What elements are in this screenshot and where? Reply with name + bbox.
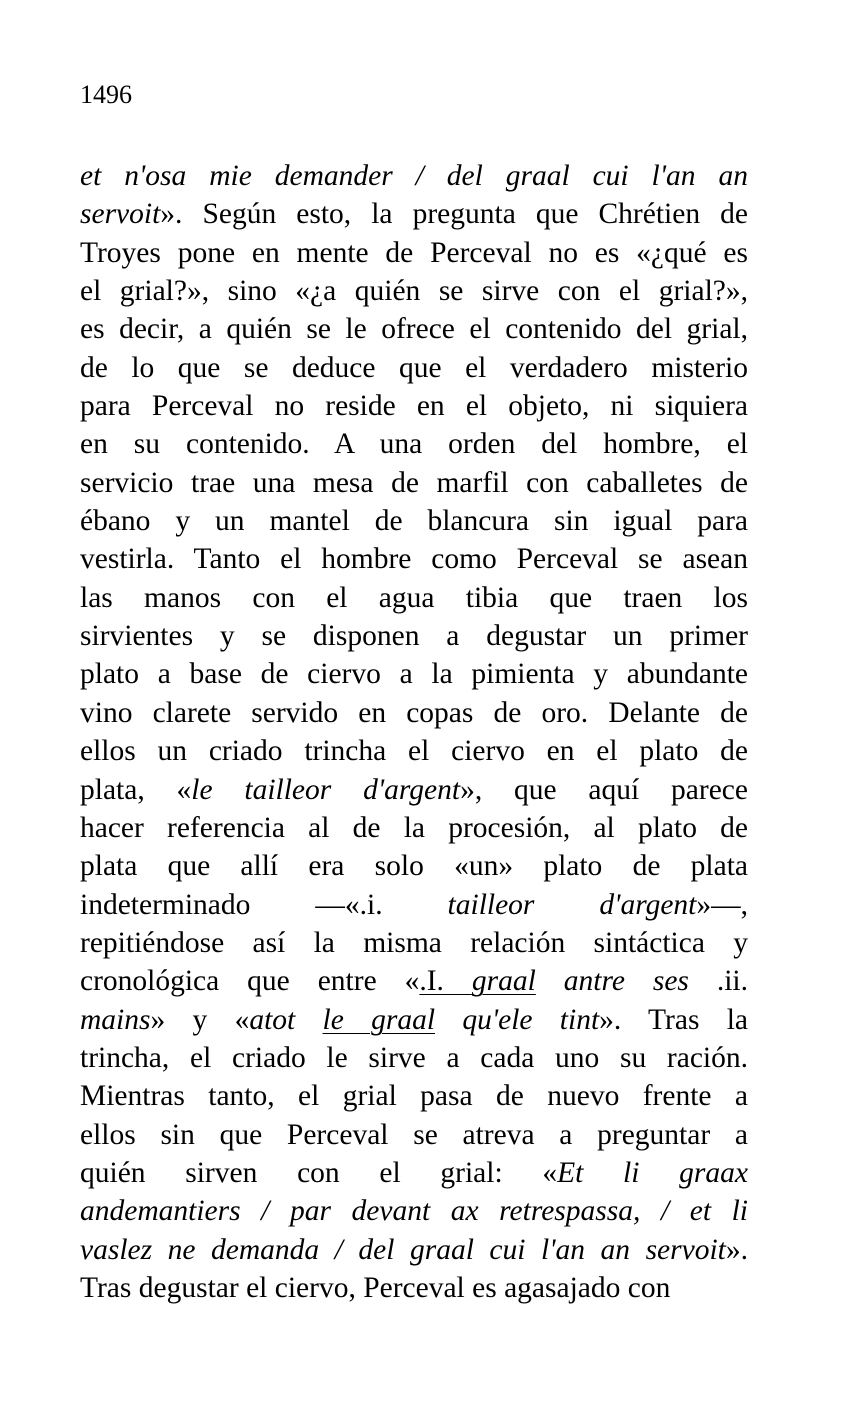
text-line <box>80 962 748 1000</box>
text-line <box>80 425 748 463</box>
text-line <box>80 540 748 578</box>
text-segment: es decir, a quién se le ofrece el contenido del grial, <box>80 313 748 346</box>
text-line <box>80 771 748 809</box>
text-segment: hacer referencia al de la procesión, al plato de <box>80 811 748 844</box>
text-segment: plata que allí era solo «un» plato de plata <box>80 850 748 883</box>
body-text <box>80 157 748 1307</box>
text-segment: antre ses <box>535 965 717 998</box>
text-segment: repitiéndose así la misma relación sintáctica y <box>80 926 748 959</box>
text-segment: trincha, el criado le sirve a cada uno su ración. <box>80 1041 748 1074</box>
text-line <box>80 1231 748 1269</box>
text-line <box>80 809 748 847</box>
text-segment: graal <box>471 965 536 998</box>
text-line <box>80 1077 748 1115</box>
text-segment: sirvientes y se disponen a degustar un primer <box>80 620 748 653</box>
text-segment: .I. <box>419 965 472 998</box>
page-number: 1496 <box>80 80 132 109</box>
text-line <box>80 387 748 425</box>
text-line <box>80 617 748 655</box>
text-line <box>80 349 748 387</box>
text-line <box>80 1001 748 1039</box>
text-segment: le graal <box>322 1003 436 1036</box>
text-segment: et n'osa mie demander / del graal cui l'an an <box>80 160 748 192</box>
text-line <box>80 1039 748 1077</box>
text-segment: atot <box>249 1003 323 1036</box>
text-segment: las manos con el agua tibia que traen los <box>80 581 748 614</box>
text-segment: »—, <box>696 888 748 921</box>
text-line <box>80 1154 748 1192</box>
text-segment: plato a base de ciervo a la pimienta y abundante <box>80 658 748 691</box>
text-segment: Troyes pone en mente de Perceval no es «¿qué es <box>80 236 748 269</box>
text-line <box>80 924 748 962</box>
text-segment: ellos un criado trincha el ciervo en el plato de <box>80 735 748 768</box>
text-segment: en su contenido. A una orden del hombre, el <box>80 428 748 461</box>
text-line <box>80 579 748 617</box>
text-segment: vino clarete servido en copas de oro. Delante de <box>80 696 748 729</box>
text-line <box>80 1269 748 1307</box>
text-segment: le tailleor d'argent <box>191 773 461 806</box>
text-line <box>80 234 748 272</box>
text-segment: Et li graax <box>557 1156 748 1189</box>
text-line <box>80 1192 748 1230</box>
text-segment: andemantiers / par devant ax retrespassa, / et li <box>80 1195 748 1228</box>
text-line <box>80 157 748 195</box>
text-segment: mains <box>80 1003 151 1036</box>
text-line <box>80 195 748 233</box>
text-line <box>80 886 748 924</box>
text-line <box>80 732 748 770</box>
text-line <box>80 655 748 693</box>
text-segment: ». <box>725 1233 748 1266</box>
text-segment: servoit <box>80 198 161 231</box>
text-segment: cronológica que entre « <box>80 965 420 998</box>
text-segment: servicio trae una mesa de marfil con caballetes de <box>80 466 748 499</box>
text-segment: indeterminado —«.i. <box>80 888 448 921</box>
text-segment: Mientras tanto, el grial pasa de nuevo frente a <box>80 1080 748 1113</box>
text-segment: plata, « <box>80 773 192 806</box>
text-segment: qu'ele tint <box>435 1003 600 1036</box>
text-line <box>80 310 748 348</box>
text-segment: para Perceval no reside en el objeto, ni siquiera <box>80 390 748 423</box>
text-line <box>80 464 748 502</box>
text-segment: ellos sin que Perceval se atreva a preguntar a <box>80 1118 748 1151</box>
text-segment: .ii. <box>716 965 749 998</box>
text-line <box>80 694 748 732</box>
text-segment: ébano y un mantel de blancura sin igual para <box>80 505 748 538</box>
text-segment: », que aquí parece <box>460 773 748 806</box>
text-segment: tailleor d'argent <box>447 888 697 921</box>
text-segment: Tras degustar el ciervo, Perceval es agasajado con <box>80 1271 671 1304</box>
text-line <box>80 502 748 540</box>
text-segment: ». Según esto, la pregunta que Chrétien de <box>160 198 748 231</box>
text-segment: vaslez ne demanda / del graal cui l'an an servoit <box>80 1233 726 1266</box>
text-segment: el grial?», sino «¿a quién se sirve con el grial?», <box>80 275 748 308</box>
text-segment: de lo que se deduce que el verdadero misterio <box>80 351 748 384</box>
text-segment: ». Tras la <box>599 1003 749 1036</box>
text-line <box>80 847 748 885</box>
text-line <box>80 1116 748 1154</box>
text-segment: » y « <box>150 1003 250 1036</box>
text-segment: vestirla. Tanto el hombre como Perceval se asean <box>80 543 748 576</box>
text-segment: quién sirven con el grial: « <box>80 1156 558 1189</box>
text-line <box>80 272 748 310</box>
